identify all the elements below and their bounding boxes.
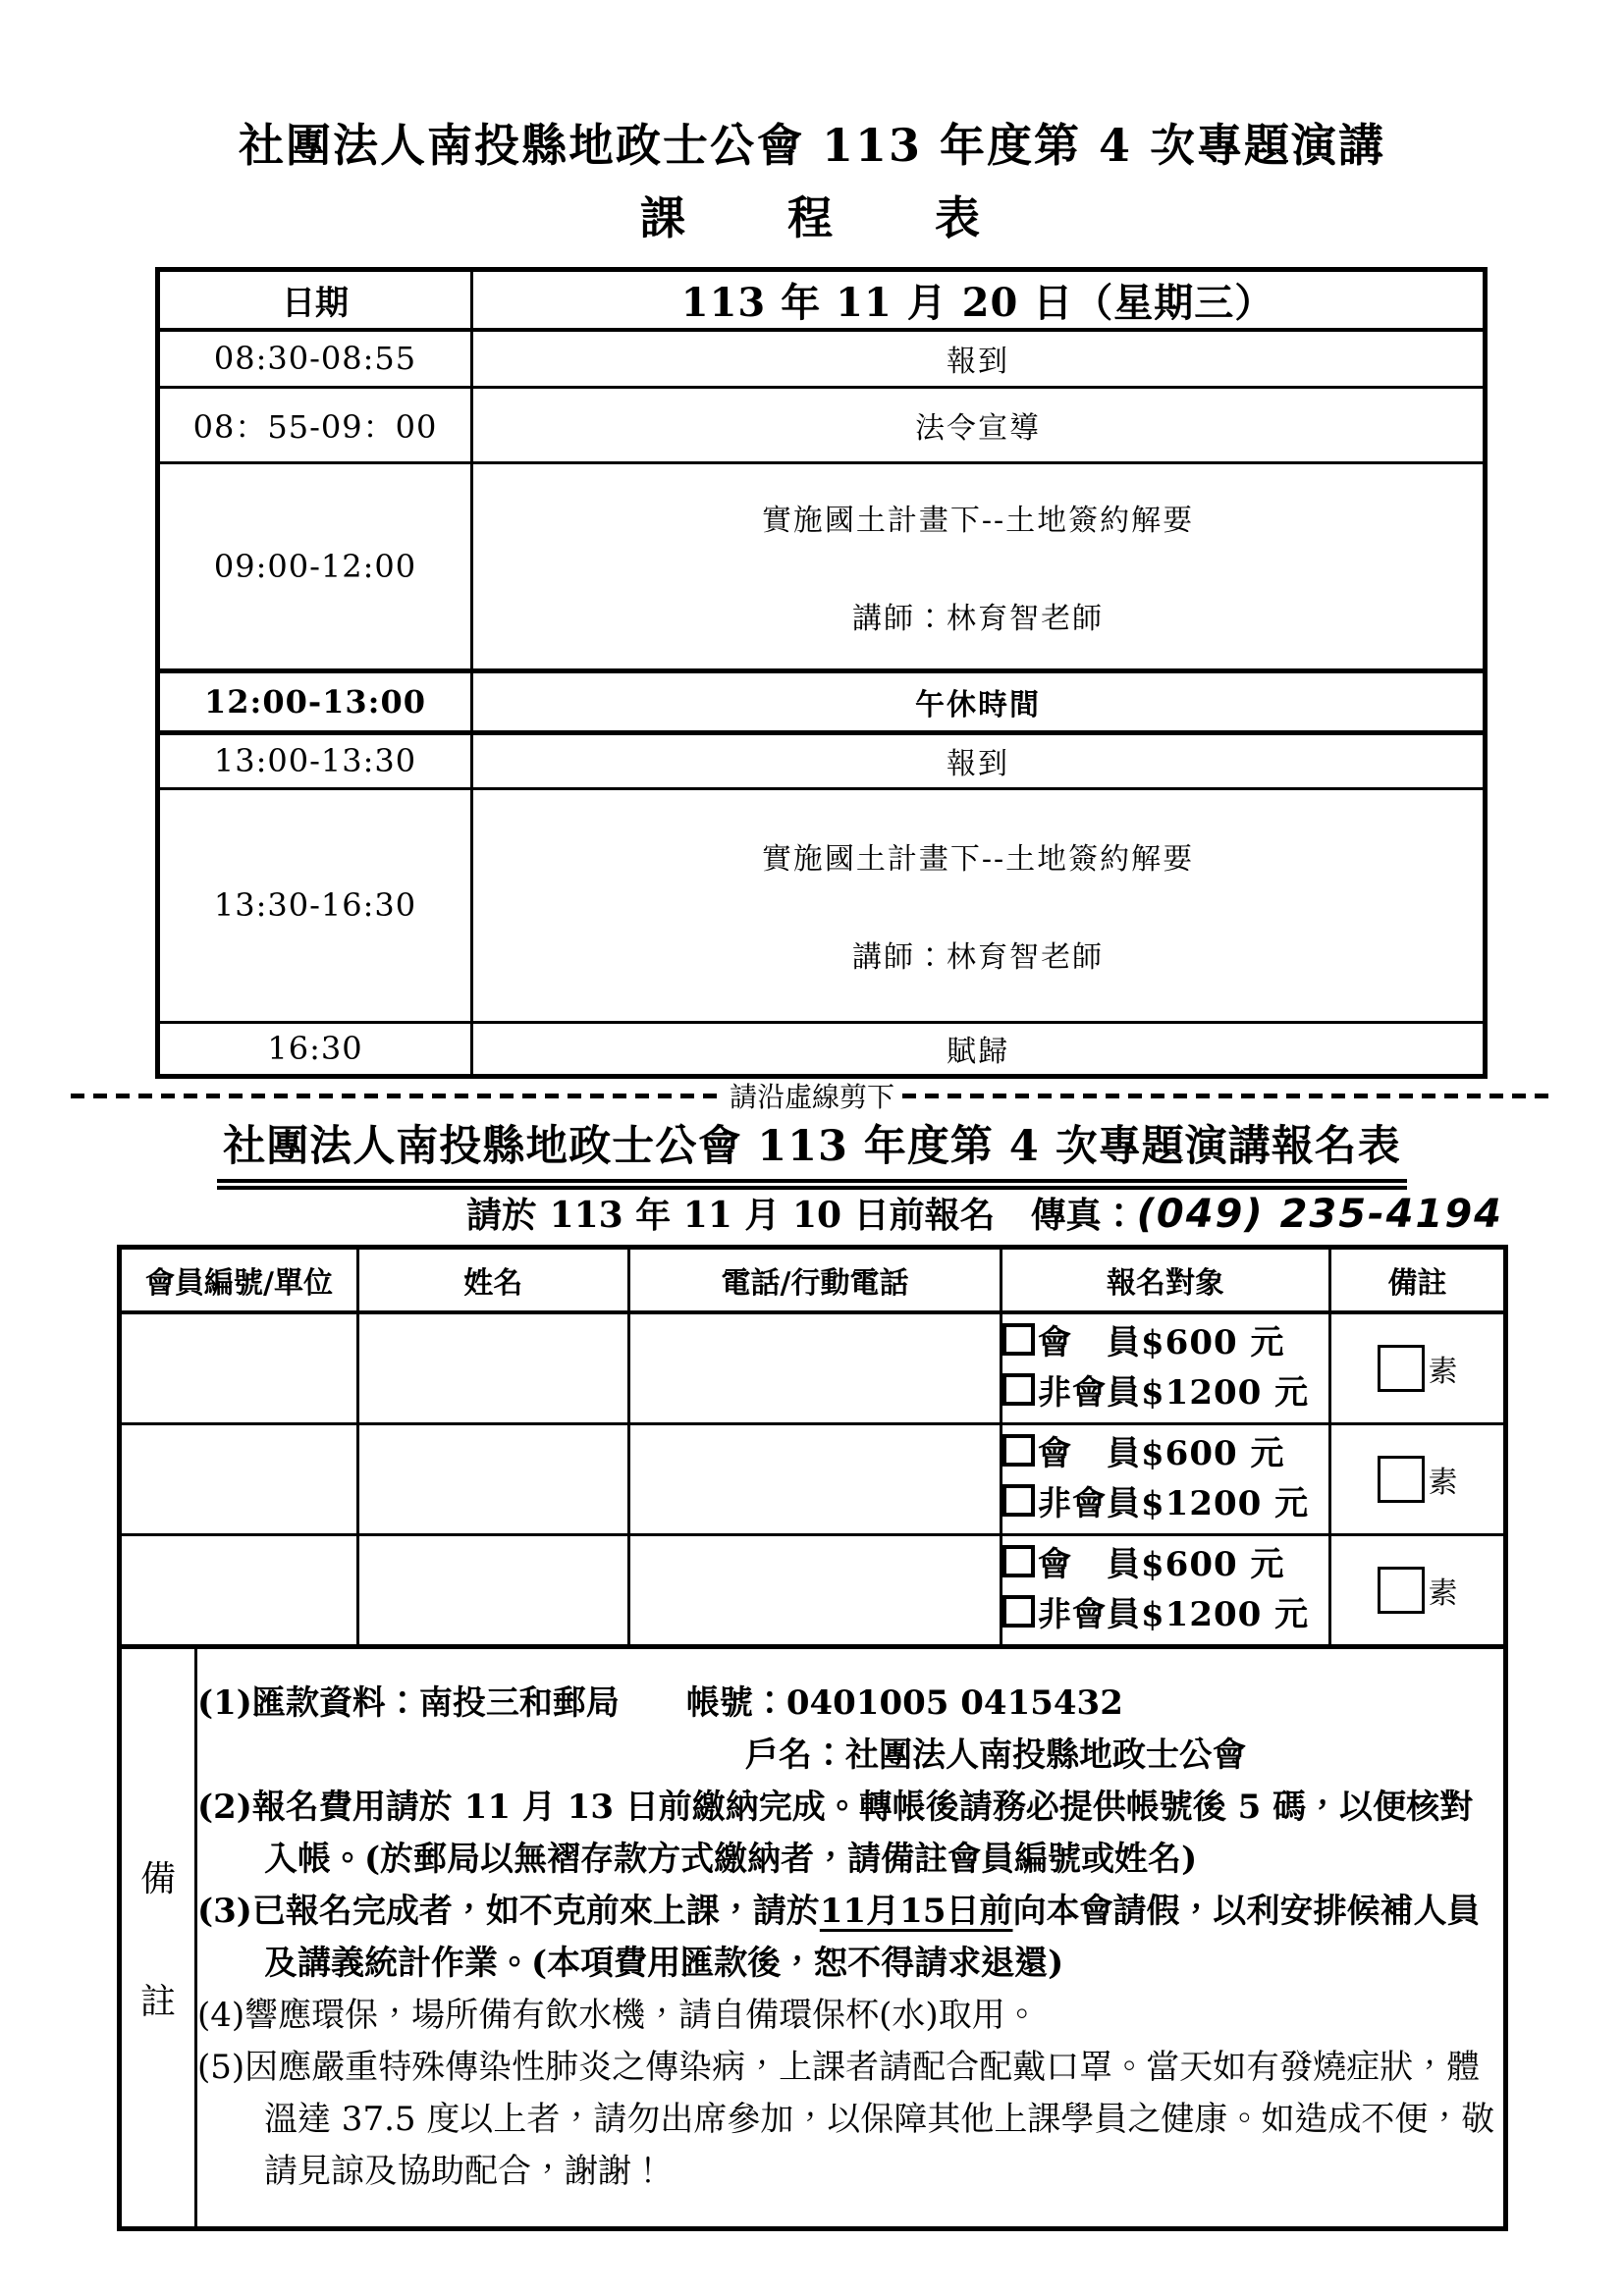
veg-note-cell (1330, 1535, 1506, 1647)
notes-label-char-2: 註 (139, 1982, 176, 2022)
note-item-4: (4)響應環保，場所備有飲水機，請自備環保杯(水)取用。 (197, 1996, 1039, 2036)
nonmember-checkbox-icon[interactable] (1002, 1595, 1035, 1628)
time-cell: 13:00-13:30 (158, 732, 472, 788)
activity-cell: 午休時間 (472, 670, 1486, 732)
schedule-row (158, 462, 1486, 670)
activity-cell: 報到 (472, 330, 1486, 387)
name-cell[interactable] (358, 1312, 629, 1424)
dashed-line-right (902, 1094, 1553, 1098)
member-fee-label: 會 員$600 元 (1038, 1434, 1285, 1473)
activity-cell (472, 462, 1486, 670)
time-cell: 08：55-09：00 (158, 387, 472, 462)
dashed-line-left (71, 1094, 722, 1098)
note-3-post: 向本會請假，以利安排候補人員及講義統計作業。(本項費用匯款後，恕不得請求退還) (264, 1891, 1481, 1983)
veg-checkbox-icon[interactable] (1378, 1567, 1425, 1614)
registration-row (120, 1312, 1506, 1424)
note-1-line-2: 戶名：社團法人南投縣地政士公會 (745, 1735, 1246, 1775)
member-id-cell[interactable] (120, 1312, 358, 1424)
member-checkbox-icon[interactable] (1002, 1323, 1035, 1356)
notes-row (120, 1647, 1506, 2229)
phone-column-header: 電話/行動電話 (629, 1248, 1001, 1313)
registration-table (117, 1245, 1508, 2231)
activity-cell: 法令宣導 (472, 387, 1486, 462)
veg-label: 素 (1428, 1576, 1458, 1611)
note-item-3 (197, 1886, 1503, 1990)
schedule-row (158, 732, 1486, 788)
registration-header-row (120, 1248, 1506, 1313)
name-cell[interactable] (358, 1535, 629, 1647)
schedule-row-lunch (158, 670, 1486, 732)
nonmember-fee-label: 非會員$1200 元 (1038, 1484, 1310, 1523)
member-checkbox-icon[interactable] (1002, 1434, 1035, 1467)
member-fee-label: 會 員$600 元 (1038, 1545, 1285, 1584)
activity-cell (472, 788, 1486, 1022)
remark-column-header: 備註 (1330, 1248, 1506, 1313)
registration-row (120, 1424, 1506, 1535)
veg-checkbox-icon[interactable] (1378, 1345, 1425, 1392)
fee-options-cell (1001, 1535, 1330, 1647)
note-item-2: (2)報名費用請於 11 月 13 日前繳納完成。轉帳後請務必提供帳號後 5 碼，以便核對入帳。(於郵局以無褶存款方式繳納者，請備註會員編號或姓名) (197, 1787, 1474, 1879)
time-cell: 13:30-16:30 (158, 788, 472, 1022)
registration-title: 社團法人南投縣地政士公會 113 年度第 4 次專題演講報名表 (217, 1113, 1407, 1190)
schedule-header-row (158, 270, 1486, 331)
schedule-row (158, 387, 1486, 462)
activity-topic: 實施國土計畫下--土地簽約解要 (761, 842, 1195, 877)
notes-label-char-1: 備 (139, 1859, 176, 1899)
nonmember-fee-label: 非會員$1200 元 (1038, 1595, 1310, 1634)
time-cell: 09:00-12:00 (158, 462, 472, 670)
schedule-row (158, 1022, 1486, 1076)
member-id-column-header: 會員編號/單位 (120, 1248, 358, 1313)
veg-note-cell (1330, 1312, 1506, 1424)
nonmember-checkbox-icon[interactable] (1002, 1484, 1035, 1517)
fax-number: (049) 235-4194 (1136, 1192, 1503, 1237)
veg-note-cell (1330, 1424, 1506, 1535)
activity-cell: 報到 (472, 732, 1486, 788)
veg-label: 素 (1428, 1355, 1458, 1389)
registration-row (120, 1535, 1506, 1647)
name-cell[interactable] (358, 1424, 629, 1535)
note-1-line-1: (1)匯款資料：南投三和郵局 帳號：0401005 0415432 (197, 1682, 1123, 1723)
time-cell: 16:30 (158, 1022, 472, 1076)
time-cell: 12:00-13:00 (158, 670, 472, 732)
fee-options-cell (1001, 1312, 1330, 1424)
time-cell: 08:30-08:55 (158, 330, 472, 387)
schedule-row (158, 788, 1486, 1022)
activity-topic: 實施國土計畫下--土地簽約解要 (761, 503, 1195, 538)
veg-checkbox-icon[interactable] (1378, 1456, 1425, 1503)
phone-cell[interactable] (629, 1424, 1001, 1535)
nonmember-fee-label: 非會員$1200 元 (1038, 1373, 1310, 1413)
fee-options-cell (1001, 1424, 1330, 1535)
notes-content (196, 1647, 1506, 2229)
course-title: 社團法人南投縣地政士公會 113 年度第 4 次專題演講 (238, 119, 1386, 172)
schedule-row (158, 330, 1486, 387)
activity-lecturer: 講師：林育智老師 (852, 940, 1104, 975)
schedule-table (155, 267, 1488, 1079)
member-fee-label: 會 員$600 元 (1038, 1323, 1285, 1362)
schedule-date-value: 113 年 11 月 20 日（星期三） (472, 270, 1486, 331)
registration-title-wrap (0, 1113, 1624, 1190)
date-column-header: 日期 (158, 270, 472, 331)
deadline-text: 請於 113 年 11 月 10 日前報名 傳真： (466, 1195, 1137, 1236)
fee-column-header: 報名對象 (1001, 1248, 1330, 1313)
member-id-cell[interactable] (120, 1535, 358, 1647)
member-id-cell[interactable] (120, 1424, 358, 1535)
registration-deadline (117, 1188, 1503, 1238)
activity-lecturer: 講師：林育智老師 (852, 601, 1104, 636)
member-checkbox-icon[interactable] (1002, 1545, 1035, 1577)
phone-cell[interactable] (629, 1535, 1001, 1647)
veg-label: 素 (1428, 1466, 1458, 1500)
cut-line-label: 請沿虛線剪下 (730, 1081, 895, 1113)
phone-cell[interactable] (629, 1312, 1001, 1424)
course-subtitle: 課 程 表 (640, 191, 984, 244)
note-3-underlined-date: 11月15日前 (819, 1891, 1013, 1931)
note-3-pre: (3)已報名完成者，如不克前來上課，請於 (197, 1891, 820, 1931)
activity-cell: 賦歸 (472, 1022, 1486, 1076)
name-column-header: 姓名 (358, 1248, 629, 1313)
cut-line (71, 1076, 1553, 1115)
notes-label-cell (120, 1647, 196, 2229)
note-item-1 (197, 1678, 1503, 1782)
nonmember-checkbox-icon[interactable] (1002, 1373, 1035, 1406)
note-item-5: (5)因應嚴重特殊傳染性肺炎之傳染病，上課者請配合配戴口罩。當天如有發燒症狀，體溫達 37.5 度以上者，請勿出席參加，以保障其他上課學員之健康。如造成不便，敬請見諒及協助配合，謝謝！ (197, 2048, 1495, 2192)
